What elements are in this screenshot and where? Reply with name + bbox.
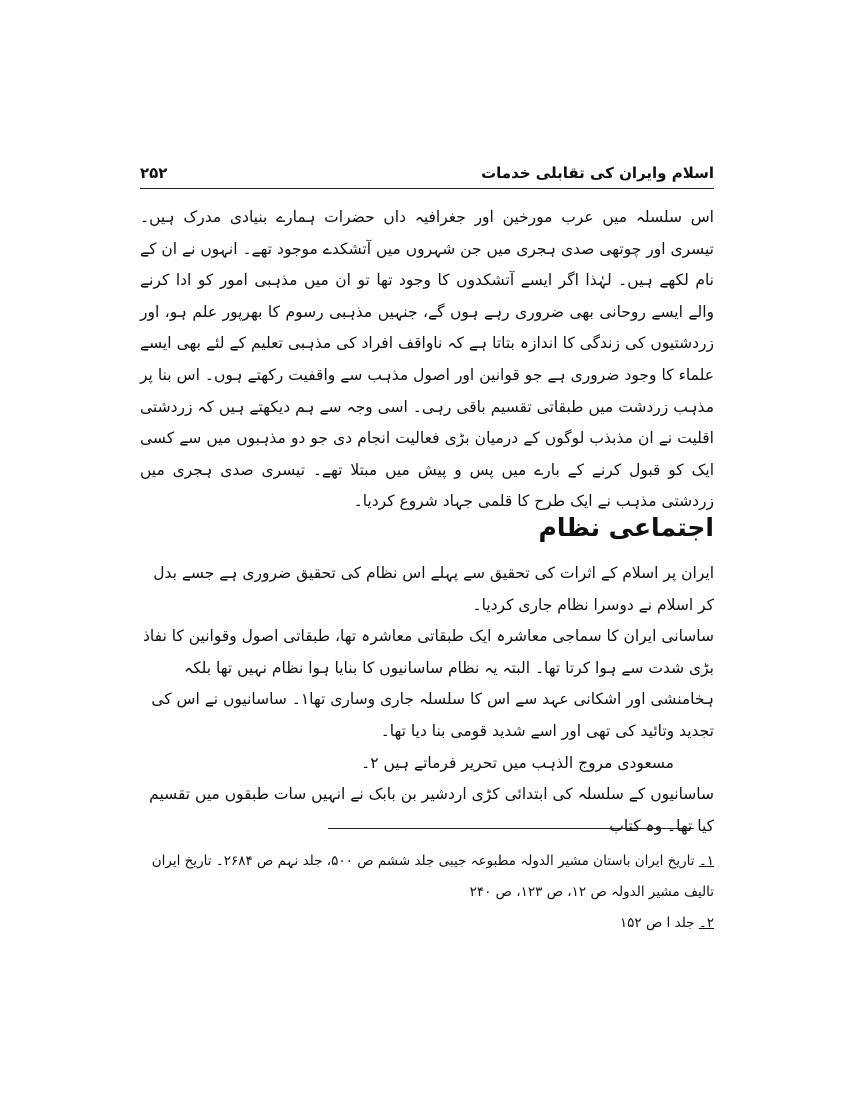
body-paragraph: ساسانیوں کے سلسلہ کی ابتدائی کڑی اردشیر بن بابک نے انہیں سات طبقوں میں تقسیم کیا تھا۔ وہ کتاب xyxy=(149,785,714,835)
footnote-item xyxy=(140,846,714,908)
footnote-marker: ۲۔ xyxy=(698,915,714,931)
body-paragraph: اس سلسلہ میں عرب مورخین اور جغرافیہ داں حضرات ہمارے بنیادی مدرک ہیں۔ تیسری اور چوتھی صدی ہجری میں جن شہروں میں آتشکدے موجود تھے۔ انہوں نے ان کے نام لکھے ہیں۔ لہٰذا اگر ایسے آتشکدوں کا وجود تھا تو ان میں مذہبی امور کو ادا کرنے والے ایسے روحانی بھی ضروری رہے ہوں گے، جنہیں مذہبی رسوم کا بھرپور علم ہو، اور زردشتیوں کی زندگی کا اندازہ بتاتا ہے کہ ناواقف افراد کی مذہبی تعلیم کے لئے بھی ایسے علماء کا وجود ضروری ہے جو قوانین اور اصول مذہب سے واقفیت رکھتے ہوں۔ اس بنا پر مذہب زردشت میں طبقاتی تقسیم باقی رہی۔ اسی وجہ سے ہم دیکھتے ہیں کہ زردشتی اقلیت نے ان مذبذب لوگوں کے درمیان بڑی فعالیت انجام دی جو دو مذہبوں میں سے کسی ایک کو قبول کرنے کے بارے میں پس و پیش میں مبتلا تھے۔ تیسری صدی ہجری میں زردشتی مذہب نے ایک طرح کا قلمی جہاد شروع کردیا۔ xyxy=(140,208,714,511)
footnote-item xyxy=(140,908,714,939)
section-heading: اجتماعی نظام xyxy=(538,513,714,542)
footnote-text: تاریخ ایران باستان مشیر الدولہ مطبوعہ جیبی جلد ششم ص ۵۰۰، جلد نہم ص ۲۶۸۴۔ تاریخ ایران تالیف مشیر الدولہ ص ۱۲، ص ۱۲۳، ص ۲۴۰ xyxy=(151,853,714,900)
footnote-divider xyxy=(328,828,694,829)
footnotes xyxy=(140,846,714,939)
body-paragraph: ساسانی ایران کا سماجی معاشرہ ایک طبقاتی معاشرہ تھا، طبقاتی اصول وقوانین کا نفاذ بڑی شدت سے ہوا کرتا تھا۔ البتہ یہ نظام ساسانیوں کا بنایا ہوا نظام نہیں تھا بلکہ ہخامنشی اور اشکانی عہد سے اس کا سلسلہ جاری وساری تھا۱۔ ساسانیوں نے اس کی تجدید وتائید کی تھی اور اسے شدید قومی بنا دیا تھا۔ xyxy=(142,627,714,740)
body-paragraph-quote-intro: مسعودی مروج الذہب میں تحریر فرماتے ہیں ۲۔ xyxy=(361,753,674,772)
body-paragraph: ایران پر اسلام کے اثرات کی تحقیق سے پہلے اس نظام کی تحقیق ضروری ہے جسے بدل کر اسلام نے دوسرا نظام جاری کردیا۔ xyxy=(153,564,714,614)
body-section-top xyxy=(140,202,714,518)
footnote-text: جلد ا ص ۱۵۲ xyxy=(619,915,695,931)
header-divider xyxy=(140,188,714,189)
running-header xyxy=(140,160,714,186)
body-section-bottom xyxy=(140,558,714,842)
page-number: ۲۵۲ xyxy=(140,164,168,182)
running-title: اسلام وایران کی تقابلی خدمات xyxy=(481,164,714,182)
footnote-marker: ۱۔ xyxy=(698,853,714,869)
